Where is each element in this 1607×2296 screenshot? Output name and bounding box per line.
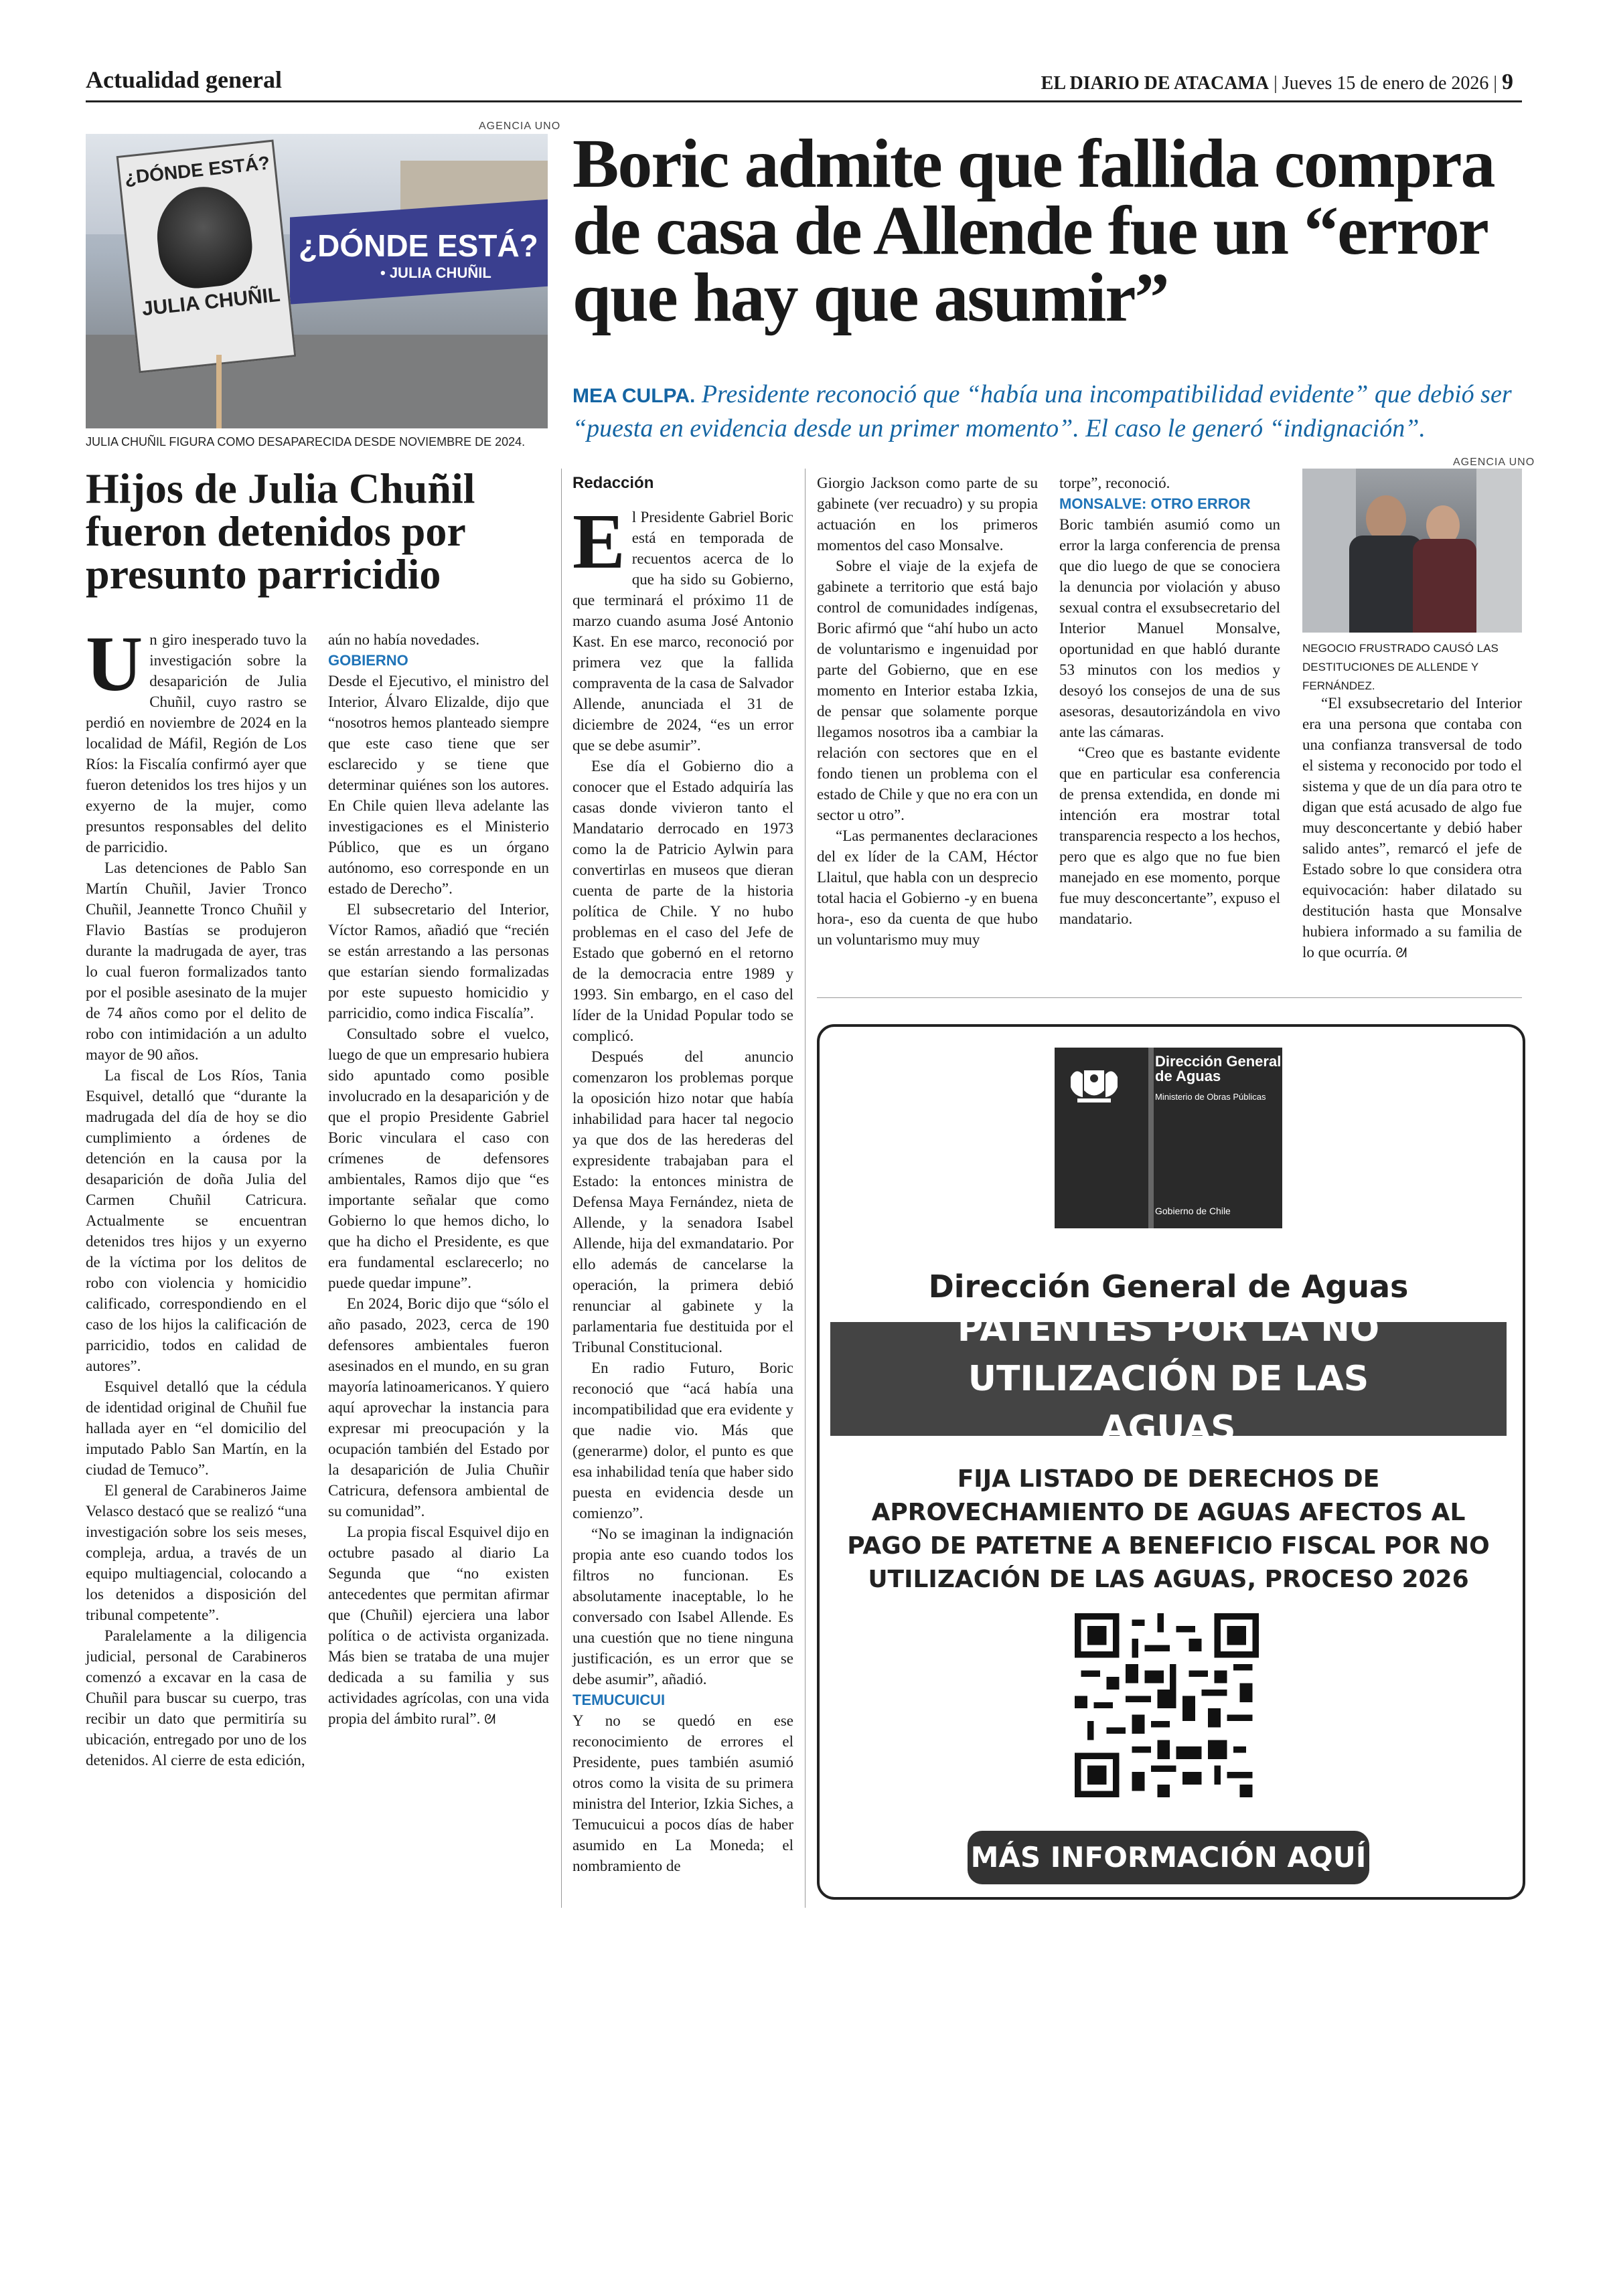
deck-kicker: MEA CULPA. bbox=[572, 385, 696, 407]
end-mark: ᘛ bbox=[484, 1712, 496, 1727]
more-info-button[interactable]: MÁS INFORMACIÓN AQUÍ bbox=[968, 1831, 1369, 1884]
drop-cap: U bbox=[86, 620, 143, 708]
side-article-col1 bbox=[86, 620, 307, 1771]
section-heading: TEMUCUICUI bbox=[572, 1692, 666, 1708]
masthead: EL DIARIO DE ATACAMA | Jueves 15 de enero de 2026 | 9 bbox=[1041, 70, 1513, 94]
paragraph-text: La propia fiscal Esquivel dijo en octubre pasado al diario La Segunda que “no existen antecedentes que permitan afirmar que (Chuñil) ejerciera una labor política o de activista organizada. Más bien se trataba de una mujer dedicada a su familia y sus actividades agrícolas, con una vida propia del ámbito rural”. bbox=[328, 1524, 549, 1727]
paragraph: Consultado sobre el vuelco, luego de que un empresario hubiera sido apuntado como posible involucrado en la desaparición y de que el propio Presidente Gabriel Boric vinculara el caso con crímenes de defensores ambientales, Ramos dijo que “es importante señalar que como Gobierno lo que hemos dicho, lo que ha dicho el Presidente, es que era fundamental esclarecerlo; no puede quedar impune”. bbox=[328, 1026, 549, 1291]
logo-divider bbox=[1148, 1048, 1154, 1228]
side-article-col2 bbox=[328, 629, 549, 1730]
paragraph: aún no había novedades. bbox=[328, 631, 480, 648]
paragraph: Después del anuncio comenzaron los problemas porque la oposición hizo notar que había inhabilidad para hacer tal negocio ya que dos de las herederas del expresidente trabajaban para el Estado: la entonces ministra de Defensa Maya Fernández, nieta de Allende, y la senadora Isabel Allende, hija del exmandatario. Por ello además de cancelarse la operación, la primera debió renunciar al gabinete y la parlamentaria fue destituida por el Tribunal Constitucional. bbox=[572, 1048, 793, 1356]
paragraph: Sobre el viaje de la exjefa de gabinete a territorio que está bajo control de comunidades indígenas, Boric afirmó que “ahí hubo un acto de voluntarismo e ingenuidad por parte del Gobierno, que en ese momento en Interior estaba Izkia, de pensar que solamente porque llegamos nosotros iba a cambiar la relación con sectores que en el fondo tienen un problema con el estado de Chile y que no era con un sector u otro”. bbox=[817, 558, 1038, 823]
paragraph: El general de Carabineros Jaime Velasco destacó que se realizó “una investigación sobre los seis meses, compleja, ardua, a través de un equipo multiagencial, colocando a los detenidos a disposición del tribunal competente”. bbox=[86, 1482, 307, 1623]
column-divider bbox=[561, 469, 562, 1908]
paragraph: En radio Futuro, Boric reconoció que “acá había una incompatibilidad que era evidente y que nadie vio. Más que (generarme) dolor, el punto es que esa inhabilidad tenía que haber sido puesta en evidencia desde un comienzo”. bbox=[572, 1360, 793, 1522]
ad-organization: Dirección General de Aguas bbox=[928, 1268, 1409, 1305]
coat-of-arms-icon bbox=[1064, 1057, 1124, 1111]
main-article-col4 bbox=[1302, 693, 1522, 964]
paragraph: Y no se quedó en ese reconocimiento de errores el Presidente, pues también asumió otros como la visita de su primera ministra del Interior, Izkia Siches, a Temucuicui a pocos días de haber asumido en La Moneda; el nombramiento de bbox=[572, 1712, 793, 1874]
side-headline: Hijos de Julia Chuñil fueron detenidos por presunto parricidio bbox=[86, 465, 475, 598]
paragraph: Ese día el Gobierno dio a conocer que el Estado adquiría las casas donde vivieron tanto el Mandatario derrocado en 1973 como la de Patricio Aylwin para convertirlas en museos que dieran cuenta de parte de la historia política de Chile. Y no hubo problemas en el caso del Jefe de Estado que gobernó en el retorno de la democracia entre 1989 y 1993. Sin embargo, en el caso del líder de la Unidad Popular todo se complicó. bbox=[572, 758, 793, 1044]
paragraph: Boric también asumió como un error la larga conferencia de prensa que dio luego de que se conociera la denuncia por violación y abuso sexual contra el exsubsecretario del Interior Manuel Monsalve, oportunidad en que habló durante 53 minutos con los medios y desoyó los consejos de una de sus asesoras, desautorizándola en vivo ante las cámaras. bbox=[1059, 516, 1280, 740]
paragraph: Giorgio Jackson como parte de su gabinete (ver recuadro) y su propia actuación en los primeros momentos del caso Monsalve. bbox=[817, 475, 1038, 554]
logo-ministry: Ministerio de Obras Públicas bbox=[1155, 1092, 1266, 1102]
section-label: Actualidad general bbox=[86, 66, 282, 93]
main-article-col1 bbox=[572, 473, 793, 1876]
byline: Redacción bbox=[572, 474, 654, 492]
logo-title: Dirección General de Aguas bbox=[1155, 1053, 1282, 1084]
main-headline: Boric admite que fallida compra de casa de Allende fue un “error que hay que asumir” bbox=[572, 125, 1495, 336]
sign-name: JULIA CHUÑIL bbox=[141, 283, 281, 321]
paragraph: El subsecretario del Interior, Víctor Ramos, añadió que “recién se están arrestando a las personas que estarían siendo formalizadas por este supuesto homicidio y parricidio, como indica Fiscalía”. bbox=[328, 901, 549, 1021]
section-heading: MONSALVE: OTRO ERROR bbox=[1059, 495, 1251, 512]
protest-photo bbox=[86, 134, 548, 428]
photo-caption-right: NEGOCIO FRUSTRADO CAUSÓ LAS DESTITUCIONES DE ALLENDE Y FERNÁNDEZ. bbox=[1302, 642, 1499, 692]
qr-code[interactable] bbox=[1075, 1613, 1259, 1797]
paragraph: l Presidente Gabriel Boric está en temporada de recuentos acerca de lo que ha sido su Gobierno, que terminará el próximo 11 de marzo cuando asuma José Antonio Kast. En ese marco, reconoció por primera vez que la fallida compraventa de la casa de Salvador Allende, anunciada el 31 de diciembre de 2024, “es un error que se debe asumir”. bbox=[572, 509, 793, 754]
paragraph: Las detenciones de Pablo San Martín Chuñil, Javier Tronco Chuñil, Jeannette Tronco Chuñil y Flavio Bastías se produjeron durante la madrugada de ayer, tras lo cual fueron formalizados tanto por el posible asesinato de la mujer de 74 años como por el delito de robo con intimidación a un adulto mayor de 90 años. bbox=[86, 859, 307, 1063]
ad-title: PATENTES POR LA NO UTILIZACIÓN DE LAS AGUAS bbox=[957, 1309, 1380, 1449]
header-rule bbox=[86, 100, 1522, 102]
boric-photo bbox=[1302, 469, 1522, 633]
paragraph-text: “El exsubsecretario del Interior era una persona que contaba con una confianza transversal de todo el sistema y reconocido por todo el sistema y que de un día para otro te digan que está acusado de algo fue muy desconcertante y debió haber salido antes”, remarcó el jefe de Estado sobre lo que considera otra equivocación: haber dilatado su destitución hasta que Monsalve hubiera informado a su familia de lo que ocurría. bbox=[1302, 695, 1522, 961]
article-bottom-rule bbox=[817, 997, 1522, 998]
paragraph: En 2024, Boric dijo que “sólo el año pasado, 2023, cerca de 190 defensores ambientales fueron asesinados en el mundo, en su gran mayoría latinoamericanos. Y quiero aquí aprovechar la instancia para expresar mi preocupación y la ocupación también del Estado por la desaparición de Julia Chuñir Catricura, defensora ambiental de su comunidad”. bbox=[328, 1295, 549, 1520]
main-article-col3 bbox=[1059, 473, 1280, 929]
paragraph: torpe”, reconoció. bbox=[1059, 475, 1170, 491]
main-deck bbox=[572, 378, 1523, 444]
end-mark: ᘛ bbox=[1395, 946, 1407, 961]
paragraph: “No se imaginan la indignación propia ante eso cuando todos los filtros no funcionan. Es absolutamente inaceptable, lo he conversado con Isabel Allende. Es una cuestión que no tiene ninguna justificación, es un error que se debe asumir”, añadió. bbox=[572, 1526, 793, 1688]
paragraph bbox=[1302, 693, 1522, 964]
main-article-col2 bbox=[817, 473, 1038, 950]
paragraph: La fiscal de Los Ríos, Tania Esquivel, detalló que “durante la madrugada del día de hoy se dio cumplimiento a órdenes de detención en la causa por la desaparición de doña Julia del Carmen Chuñil Catricura. Actualmente se encuentran detenidos tres hijos y un exyerno de la víctima por los delitos de robo con violencia y homicidio calificado, correspondiendo en el caso de los hijos la calificación de parricidio, todos en calidad de autores”. bbox=[86, 1067, 307, 1374]
section-heading: GOBIERNO bbox=[328, 652, 408, 669]
photo-credit-right: AGENCIA UNO bbox=[1453, 457, 1535, 468]
paragraph: “Las permanentes declaraciones del ex líder de la CAM, Héctor Llaitul, que habla con un desprecio total hacia el Gobierno -y en buena hora-, eso da cuenta de que hubo un voluntarismo muy muy bbox=[817, 827, 1038, 948]
paragraph bbox=[328, 1522, 549, 1730]
banner-text: ¿DÓNDE ESTÁ? bbox=[299, 228, 538, 263]
logo-text bbox=[1155, 1054, 1282, 1102]
paragraph: Desde el Ejecutivo, el ministro del Interior, Álvaro Elizalde, dijo que “nosotros hemos planteado siempre que este caso tiene que ser esclarecido y se tiene que determinar quiénes son los autores. En Chile quien lleva adelante las investigaciones es el Ministerio Público, que es un órgano autónomo, eso corresponde en un estado de Derecho”. bbox=[328, 673, 549, 897]
deck-text: Presidente reconoció que “había una incompatibilidad evidente” que debió ser “puesta en evidencia desde un primer momento”. El caso le generó “indignación”. bbox=[572, 380, 1512, 442]
photo-credit-left: AGENCIA UNO bbox=[479, 120, 561, 132]
column-divider bbox=[805, 469, 806, 1908]
paragraph: Paralelamente a la diligencia judicial, personal de Carabineros comenzó a excavar en la casa de Chuñil para buscar su cuerpo, tras recibir un dato que permitiría su ubicación, entregado por uno de los detenidos. Al cierre de esta edición, bbox=[86, 1627, 307, 1769]
sign-text: ¿DÓNDE ESTÁ? bbox=[123, 152, 271, 189]
paragraph: “Creo que es bastante evidente que en particular esa conferencia de prensa extendida, en donde mi intención era mostrar total transparencia respecto a los hechos, pero que es algo que no fue bien manejado en ese momento, porque fue muy desconcertante”, expuso el mandatario. bbox=[1059, 744, 1280, 927]
paragraph: n giro inesperado tuvo la investigación sobre la desaparición de Julia Chuñil, cuyo rastro se perdió en noviembre de 2024 en la localidad de Máfil, Región de Los Ríos: la Fiscalía confirmó ayer que fueron detenidos los tres hijos y un exyerno de la mujer, como presuntos responsables del delito de parricidio. bbox=[86, 631, 307, 855]
page-number: 9 bbox=[1502, 70, 1513, 94]
logo-government: Gobierno de Chile bbox=[1155, 1206, 1231, 1216]
drop-cap: E bbox=[572, 497, 625, 585]
banner-subtext: • JULIA CHUÑIL bbox=[380, 264, 491, 281]
issue-date: Jueves 15 de enero de 2026 bbox=[1282, 73, 1489, 94]
ad-body: FIJA LISTADO DE DERECHOS DE APROVECHAMIENTO DE AGUAS AFECTOS AL PAGO DE PATETNE A BENEFICIO FISCAL POR NO UTILIZACIÓN DE LAS AGUAS, PROCESO 2026 bbox=[847, 1465, 1490, 1593]
ad-title-bar bbox=[830, 1309, 1507, 1449]
paper-name: EL DIARIO DE ATACAMA bbox=[1041, 73, 1270, 94]
paragraph: Esquivel detalló que la cédula de identidad original de Chuñil fue hallada ayer en “el domicilio del imputado Pablo San Martín, en la ciudad de Temuco”. bbox=[86, 1378, 307, 1478]
dga-logo bbox=[1055, 1048, 1282, 1228]
photo-caption-left: JULIA CHUÑIL FIGURA COMO DESAPARECIDA DESDE NOVIEMBRE DE 2024. bbox=[86, 435, 526, 448]
